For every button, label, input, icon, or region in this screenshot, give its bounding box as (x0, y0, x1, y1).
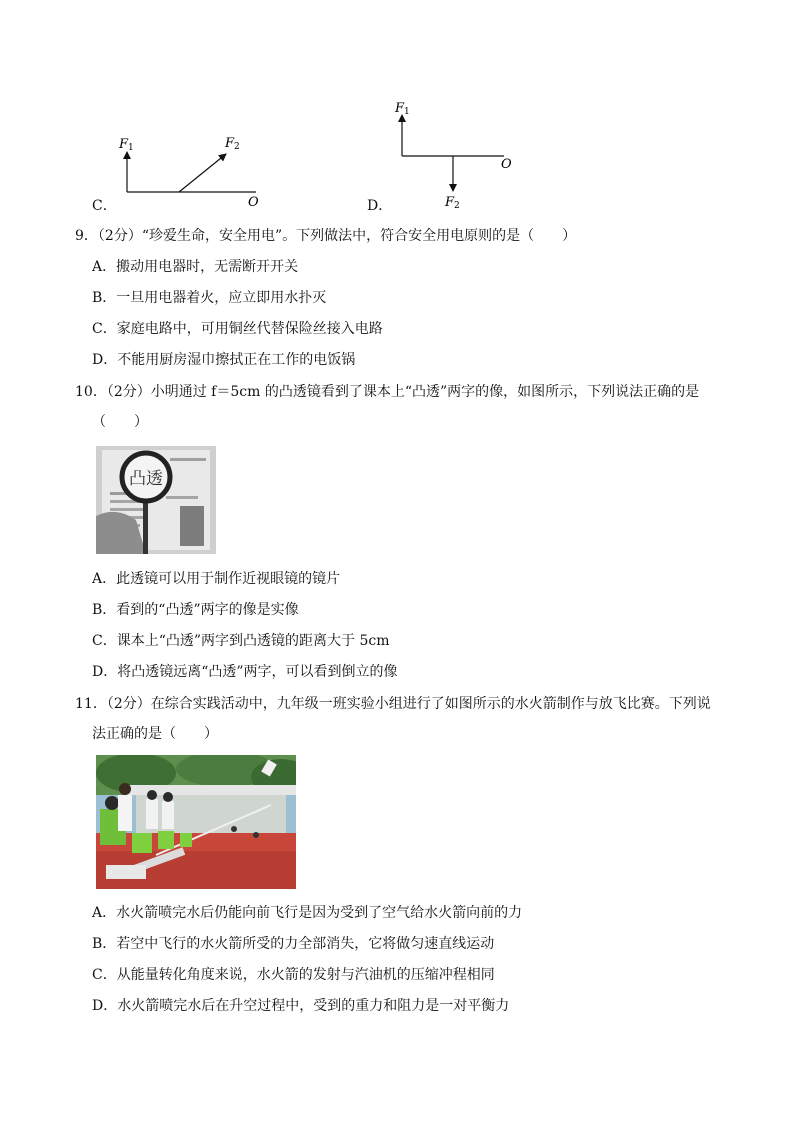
question-10-stem: 10．（2分）小明通过 f＝5cm 的凸透镜看到了课本上“凸透”两字的像，如图所示，下列说法正确的是 (75, 384, 700, 400)
f2-label: F2 (225, 136, 240, 152)
question-10-option-a: A．此透镜可以用于制作近视眼镜的镜片 (92, 571, 341, 587)
option-d-label: D． (367, 198, 393, 214)
water-rocket-photo-art (96, 755, 296, 889)
o-label: O (501, 157, 512, 172)
question-10-stem-cont: （ ） (92, 414, 148, 430)
o-label: O (248, 195, 259, 210)
option-c-label: C． (92, 198, 117, 214)
question-9-option-c: C．家庭电路中，可用铜丝代替保险丝接入电路 (92, 321, 383, 337)
lens-photo-art (96, 446, 216, 554)
force-diagram-d (380, 95, 540, 215)
question-11-option-a: A．水火箭喷完水后仍能向前飞行是因为受到了空气给水火箭向前的力 (92, 905, 523, 921)
f2-arrow (179, 154, 226, 192)
question-10-option-b: B．看到的“凸透”两字的像是实像 (92, 602, 299, 618)
f1-label: F1 (119, 137, 134, 153)
question-11-option-d: D．水火箭喷完水后在升空过程中，受到的重力和阻力是一对平衡力 (92, 998, 510, 1014)
f1-label: F1 (395, 101, 410, 117)
lens-image-text: 凸透 (129, 469, 163, 489)
lens-photo (96, 446, 216, 554)
question-9-option-b: B．一旦用电器着火，应立即用水扑灭 (92, 290, 327, 306)
water-rocket-photo (96, 755, 296, 889)
question-11-option-b: B．若空中飞行的水火箭所受的力全部消失，它将做匀速直线运动 (92, 936, 495, 952)
question-9-option-d: D．不能用厨房湿巾擦拭正在工作的电饭锅 (92, 352, 356, 368)
question-10-option-d: D．将凸透镜远离“凸透”两字，可以看到倒立的像 (92, 664, 398, 680)
question-11-stem: 11．（2分）在综合实践活动中，九年级一班实验小组进行了如图所示的水火箭制作与放飞比赛。下列说 (75, 696, 711, 712)
question-11-stem-cont: 法正确的是（ ） (92, 726, 218, 742)
question-10-option-c: C．课本上“凸透”两字到凸透镜的距离大于 5cm (92, 633, 390, 649)
f2-label: F2 (445, 195, 460, 211)
force-diagram-c (88, 130, 288, 215)
question-11-option-c: C．从能量转化角度来说，水火箭的发射与汽油机的压缩冲程相同 (92, 967, 495, 983)
question-9-option-a: A．搬动用电器时，无需断开开关 (92, 259, 299, 275)
question-9-stem: 9．（2分）“珍爱生命，安全用电”。下列做法中，符合安全用电原则的是（ ） (75, 228, 577, 244)
